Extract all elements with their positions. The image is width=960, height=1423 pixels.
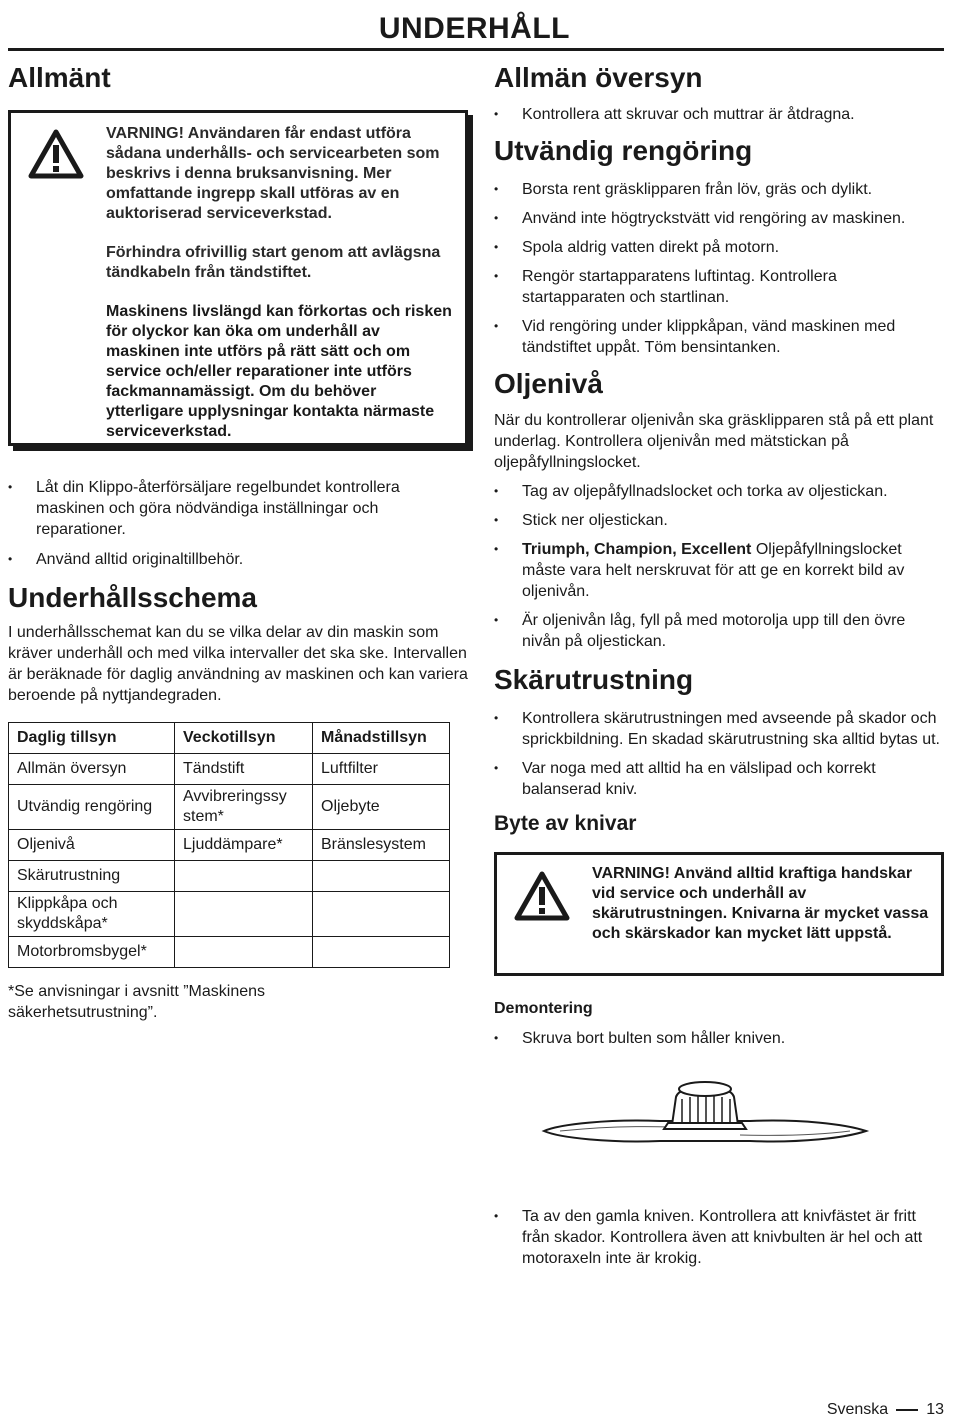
table-cell [313,861,450,892]
blade-illustration [540,1069,870,1179]
heading-utvandig-rengoring: Utvändig rengöring [494,135,753,166]
list-item: • Skruva bort bulten som håller kniven. [494,1028,944,1049]
warning-text-general [106,124,456,461]
warning-paragraph-3: Maskinens livslängd kan förkortas och risken för olyckor kan öka om underhåll av maskinen inte utförs på rätt sätt och om service och/eller reparationer inte utförs fackmannamässigt. Om du behöver ytterligare upplysningar kontakta närmaste serviceverkstad. [106,303,452,440]
list-item: • Tag av oljepåfyllnadslocket och torka av oljestickan. [494,481,944,502]
list-item [494,539,944,602]
heading-byte-av-knivar: Byte av knivar [494,812,637,835]
table-row [9,892,450,937]
table-header-weekly: Veckotillsyn [175,723,313,754]
warning-triangle-icon [514,871,570,921]
heading-underhallsschema: Underhållsschema [8,582,257,613]
list-item: • Låt din Klippo-återförsäljare regelbundet kontrollera maskinen och göra nödvändiga inställningar och reparationer. [8,477,468,540]
list-item: • Kontrollera skärutrustningen med avseende på skador och sprickbildning. En skadad skärutrustning ska alltid bytas ut. [494,708,944,750]
page-number: 13 [926,1401,944,1418]
list-item: • Spola aldrig vatten direkt på motorn. [494,237,944,258]
footer-language: Svenska [826,1401,889,1418]
table-cell: Bränslesystem [313,830,450,861]
table-cell: Luftfilter [313,754,450,785]
heading-allman-oversyn: Allmän översyn [494,62,703,93]
table-cell [175,937,313,968]
list-item: • Vid rengöring under klippkåpan, vänd maskinen med tändstiftet uppåt. Töm bensintanken. [494,316,944,358]
schema-intro-text: I underhållsschemat kan du se vilka delar av din maskin som kräver underhåll och med vilka intervaller det ska ske. Intervallen är beräknade för daglig användning av maskinen och kan variera beroende på nyttjandegraden. [8,624,468,704]
demontering-list-1 [494,1028,944,1049]
table-cell: Klippkåpa och skyddskåpa* [9,892,175,937]
table-cell [313,937,450,968]
table-cell [175,861,313,892]
table-cell: Avvibreringssy stem* [175,785,313,830]
page-title: UNDERHÅLL [378,12,570,45]
table-row [9,830,450,861]
table-cell [313,892,450,937]
table-footnote: *Se anvisningar i avsnitt ”Maskinens säkerhetsutrustning”. [8,983,266,1021]
page-header [8,0,944,50]
table-cell: Tändstift [175,754,313,785]
skar-list [494,708,944,800]
heading-skarutrustning: Skärutrustning [494,664,694,695]
warning-triangle-icon [28,129,84,179]
right-column [494,58,944,1269]
table-row [9,861,450,892]
table-row [9,754,450,785]
demontering-list-2 [494,1206,944,1269]
warning-paragraph-2: Förhindra ofrivillig start genom att avlägsna tändkabeln från tändstiftet. [106,244,441,281]
list-item: • Rengör startapparatens luftintag. Kontrollera startapparaten och startlinan. [494,266,944,308]
table-header-daily: Daglig tillsyn [9,723,175,754]
table-header-monthly: Månadstillsyn [313,723,450,754]
table-cell: Oljenivå [9,830,175,861]
table-row [9,937,450,968]
general-bullet-list [8,477,468,570]
list-item: • Borsta rent gräsklipparen från löv, gräs och dylikt. [494,179,944,200]
table-cell: Ljuddämpare* [175,830,313,861]
table-cell [175,892,313,937]
table-row [9,785,450,830]
heading-demontering: Demontering [494,1000,593,1017]
oversyn-list [494,104,944,125]
table-cell: Motorbromsbygel* [9,937,175,968]
maintenance-schedule-table [8,722,450,968]
model-names: Triumph, Champion, Excellent [522,541,752,558]
list-item: • Kontrollera att skruvar och muttrar är åtdragna. [494,104,944,125]
oljeniva-model-text: Oljepåfyllningslocket måste vara helt nerskruvat för att ge en korrekt bild av oljenivån. [522,541,905,600]
header-rule [8,48,944,51]
list-item: • Stick ner oljestickan. [494,510,944,531]
list-item: • Är oljenivån låg, fyll på med motorolja upp till den övre nivån på oljestickan. [494,610,944,652]
left-column [8,58,468,1023]
table-cell: Oljebyte [313,785,450,830]
table-cell: Skärutrustning [9,861,175,892]
oljeniva-list [494,481,944,652]
footer-separator [896,1409,918,1411]
rengoring-list [494,179,944,358]
table-cell: Utvändig rengöring [9,785,175,830]
list-item: • Använd inte högtryckstvätt vid rengöring av maskinen. [494,208,944,229]
list-item: • Använd alltid originaltillbehör. [8,549,468,570]
heading-oljeniva: Oljenivå [494,368,603,399]
oljeniva-intro-text: När du kontrollerar oljenivån ska gräsklipparen stå på ett plant underlag. Kontrollera oljenivån med mätstickan på oljepåfyllningslocket. [494,412,934,471]
list-item: • Var noga med att alltid ha en välslipad och korrekt balanserad kniv. [494,758,944,800]
page-footer [827,1401,944,1419]
table-header-row [9,723,450,754]
warning-box-general [8,110,468,446]
heading-allmant: Allmänt [8,62,111,93]
warning-box-blades [494,852,944,976]
list-item: • Ta av den gamla kniven. Kontrollera att knivfästet är fritt från skador. Kontrollera även att knivbulten är hel och att motoraxeln inte är krokig. [494,1206,944,1269]
warning-text-blades: VARNING! Använd alltid kraftiga handskar vid service och underhåll av skärutrustningen. Knivarna är mycket vassa och skärskador kan mycket lätt uppstå. [592,865,929,942]
table-cell: Allmän översyn [9,754,175,785]
warning-paragraph-1: VARNING! Användaren får endast utföra sådana underhålls- och servicearbeten som beskrivs i denna bruksanvisning. Mer omfattande ingrepp skall utföras av en auktoriserad serviceverkstad. [106,125,440,222]
